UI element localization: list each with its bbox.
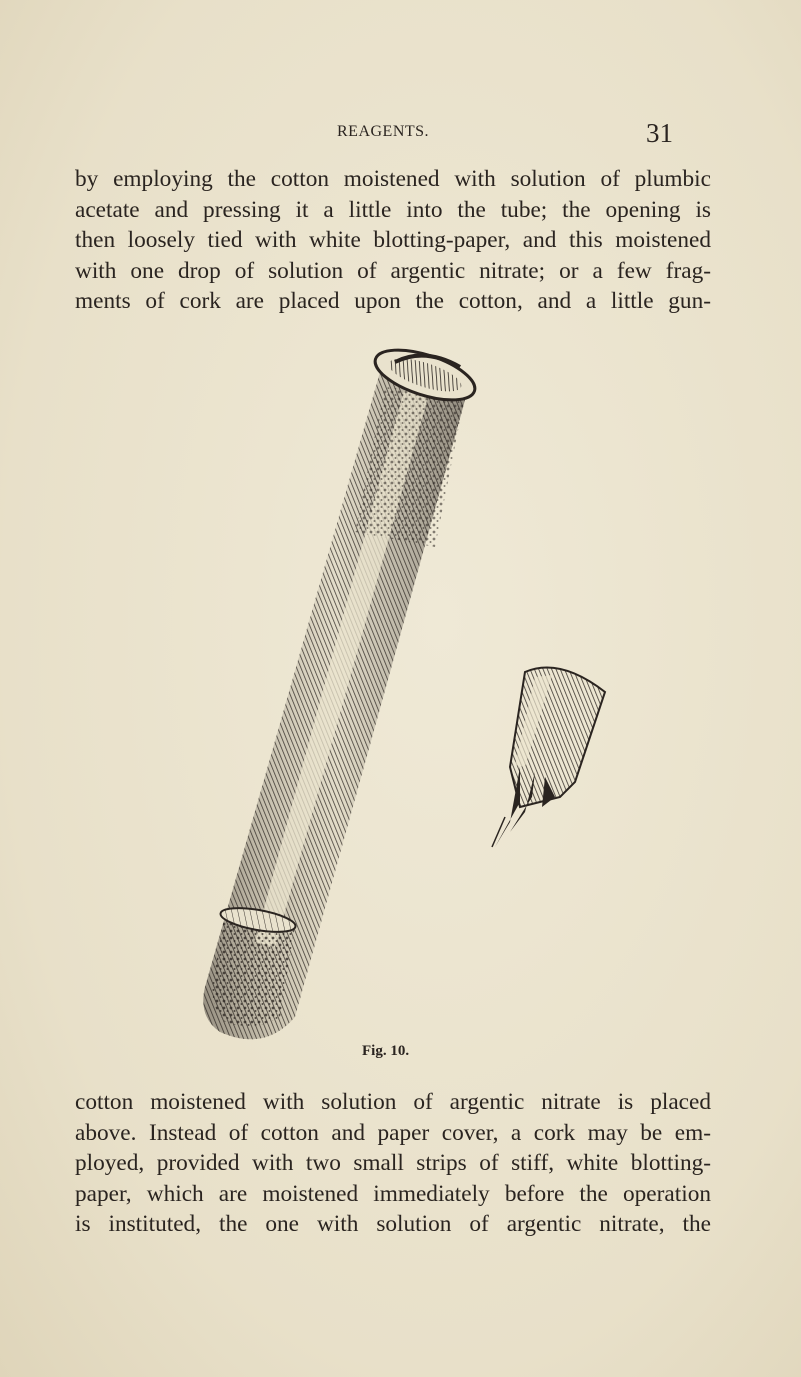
- text-line: acetate and pressing it a little into the tube; the opening is: [75, 196, 711, 223]
- tube-body: [203, 372, 470, 1039]
- page-header: [0, 118, 801, 158]
- text-line: above. Instead of cotton and paper cover, a cork may be em-: [75, 1119, 711, 1146]
- text-line: cotton moistened with solution of argentic nitrate is placed: [75, 1089, 711, 1115]
- text-line: is instituted, the one with solution of argentic nitrate, the: [75, 1211, 711, 1238]
- test-tube-engraving: [180, 327, 640, 1057]
- text-line: ments of cork are placed upon the cotton, and a little gun-: [75, 288, 711, 315]
- paragraph-bottom: [75, 1087, 711, 1240]
- text-line: paper, which are moistened immediately before the operation: [75, 1180, 711, 1207]
- page-number: 31: [646, 118, 673, 148]
- test-tube-illustration: [180, 327, 640, 1057]
- paragraph-top: [75, 164, 711, 317]
- text-line: ployed, provided with two small strips of stiff, white blotting-: [75, 1150, 711, 1177]
- cork-plug: [492, 668, 605, 848]
- text-line: with one drop of solution of argentic nitrate; or a few frag-: [75, 257, 711, 284]
- running-head: REAGENTS.: [337, 123, 430, 140]
- text-line: by employing the cotton moistened with solution of plumbic: [75, 166, 711, 192]
- figure-caption: Fig. 10.: [362, 1043, 410, 1059]
- text-line: then loosely tied with white blotting-paper, and this moistened: [75, 227, 711, 254]
